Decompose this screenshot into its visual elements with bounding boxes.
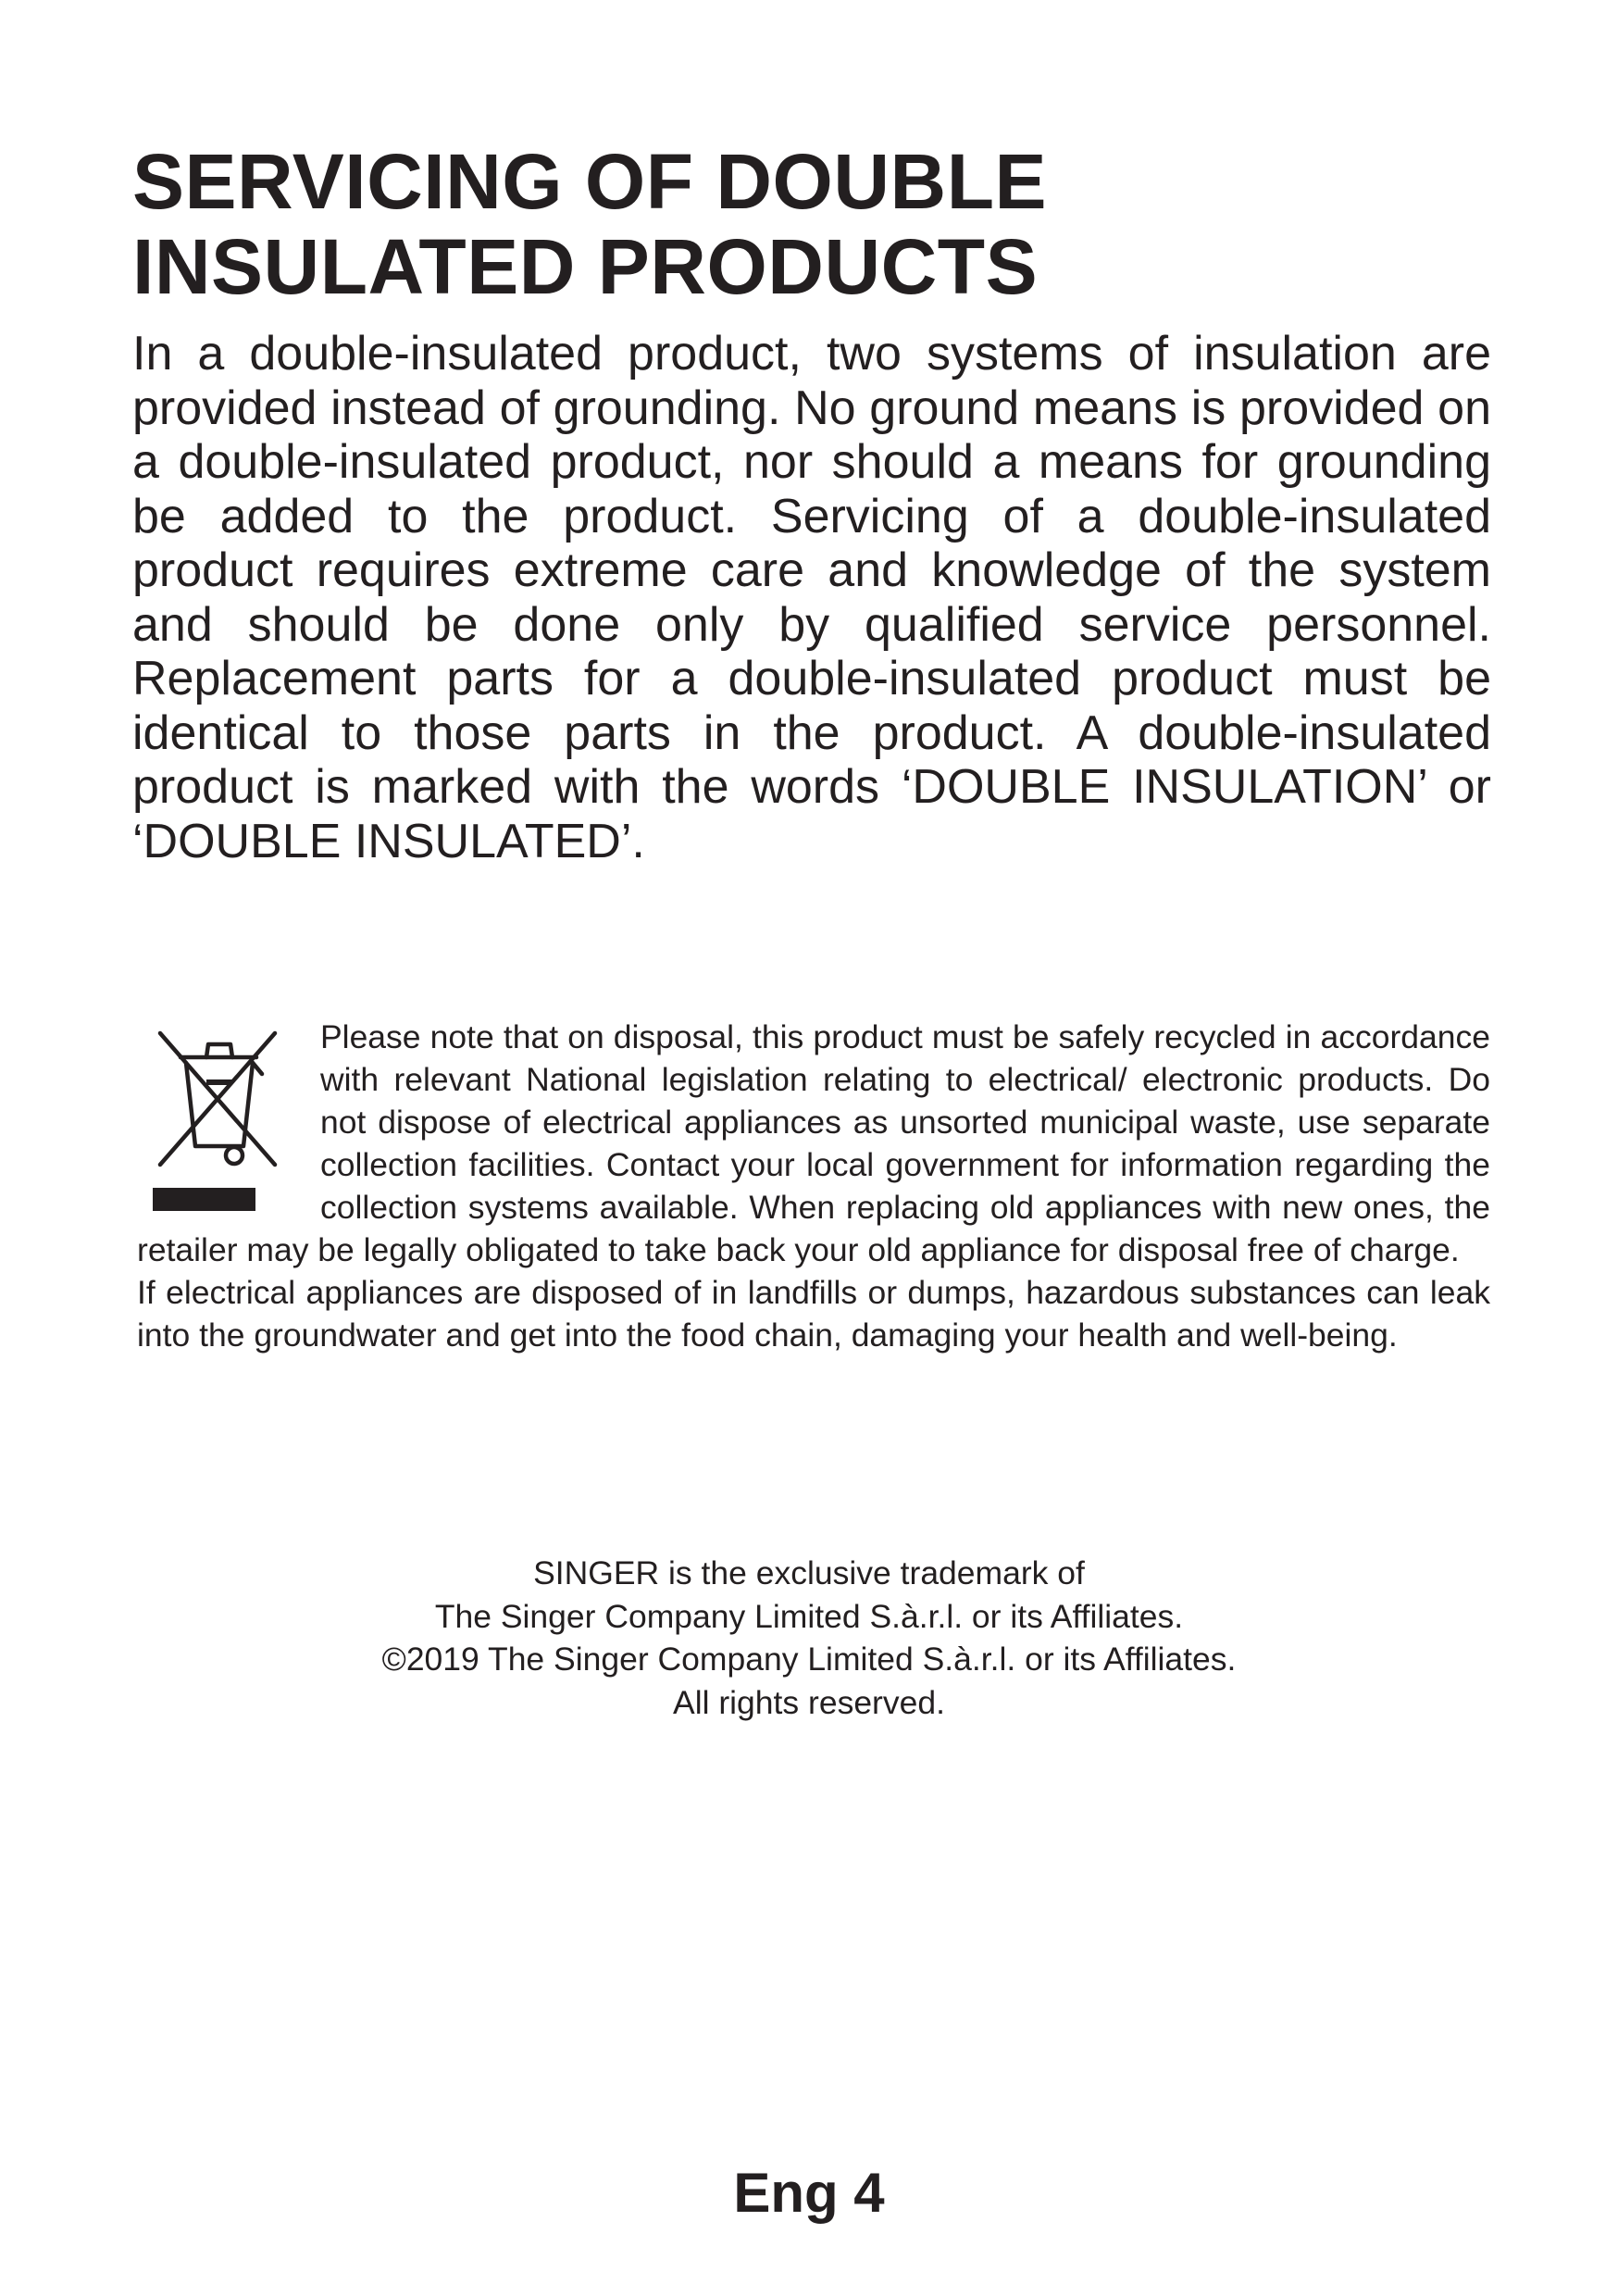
trademark-line-2: The Singer Company Limited S.à.r.l. or its Affiliates.: [434, 1597, 1184, 1635]
trademark-line-1: SINGER is the exclusive trademark of: [533, 1554, 1085, 1591]
trademark-notice: [0, 1552, 1618, 1724]
copyright-line: ©2019 The Singer Company Limited S.à.r.l. or its Affiliates.: [381, 1641, 1237, 1678]
disposal-paragraph: Please note that on disposal, this product must be safely recycled in accordance with relevant National legislation relating to electrical/ electronic products. Do not dispose of electrical appliances as unsorted municipal waste, use separate collection facilities. Contact your local government for information regarding the collection systems available. When replacing old appliances with new ones, the retailer may be legally obligated to take back your old appliance for disposal free of charge.: [137, 1018, 1490, 1268]
page-number: Eng 4: [733, 2162, 885, 2224]
double-insulation-paragraph: In a double-insulated product, two systems of insulation are provided instead of grounding. No ground means is provided on a double-insulated product, nor should a means for grounding be added to the product. Servicing of a double-insulated product requires extreme care and knowledge of the system and should be done only by qualified service personnel. Replacement parts for a double-insulated product must be identical to those parts in the product. A double-insulated product is marked with the words ‘DOUBLE INSULATION’ or ‘DOUBLE INSULATED’.: [132, 327, 1491, 868]
icon-spacer: [137, 1016, 320, 1229]
disposal-notice: [137, 1016, 1490, 1356]
rights-line: All rights reserved.: [673, 1683, 945, 1721]
page-title: SERVICING OF DOUBLE INSULATED PRODUCTS: [132, 138, 1048, 310]
hazard-paragraph: If electrical appliances are disposed of in landfills or dumps, hazardous substances can leak into the groundwater and get into the food chain, damaging your health and well-being.: [137, 1274, 1490, 1354]
